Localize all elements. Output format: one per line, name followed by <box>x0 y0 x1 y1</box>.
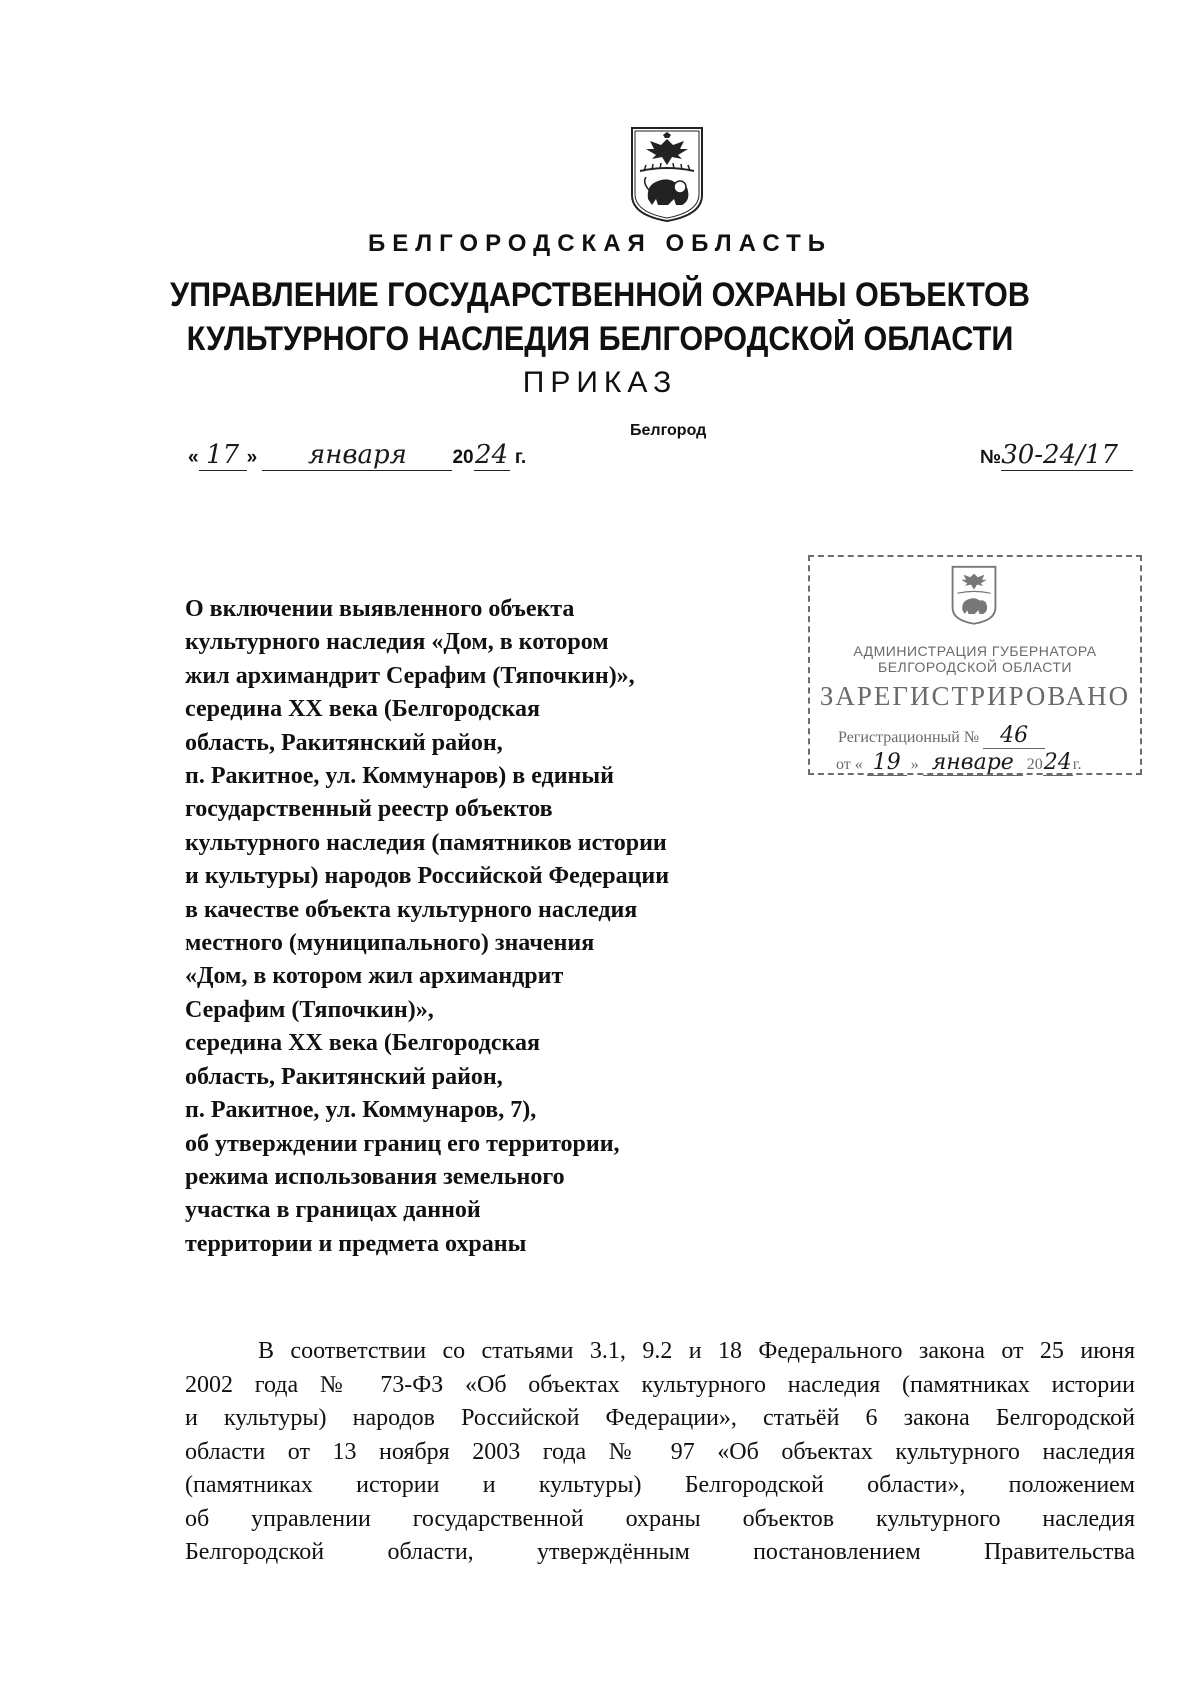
subject-line: «Дом, в котором жил архимандрит <box>185 963 564 990</box>
body-line: области от 13 ноября 2003 года № 97 «Об объектах культурного наследия <box>185 1438 1135 1465</box>
body-line: 2002 года № 73-ФЗ «Об объектах культурного наследия (памятниках истории <box>185 1371 1135 1398</box>
date-month: января <box>308 440 407 470</box>
body-line: об управлении государственной охраны объектов культурного наследия <box>185 1505 1135 1532</box>
stamp-number-label: Регистрационный № <box>838 729 980 746</box>
stamp-title: ЗАРЕГИСТРИРОВАНО <box>819 681 1131 711</box>
date-open-quote: « <box>188 447 199 468</box>
stamp-date-prefix: от « <box>836 756 863 773</box>
subject-line: и культуры) народов Российской Федерации <box>185 863 670 890</box>
order-date <box>188 440 526 471</box>
subject-line: участка в границах данной <box>185 1197 481 1224</box>
body-line: и культуры) народов Российской Федерации», статьёй 6 закона Белгородской <box>185 1405 1135 1431</box>
date-year-suffix: 24 <box>475 440 509 470</box>
subject-line: режима использования земельного <box>185 1163 565 1190</box>
subject-line: культурного наследия «Дом, в котором <box>185 629 609 656</box>
stamp-organization <box>810 643 1140 675</box>
subject-line: культурного наследия (памятников истории <box>185 829 667 856</box>
coat-of-arms-emblem <box>628 125 706 223</box>
document-type: ПРИКАЗ <box>522 366 678 399</box>
registration-stamp <box>808 555 1142 775</box>
number-prefix: № <box>980 447 1002 468</box>
stamp-date-close-quote: » <box>910 756 919 773</box>
date-year-mark: г. <box>514 447 527 468</box>
agency-name <box>60 273 1140 361</box>
subject-line: середина XX века (Белгородская <box>185 696 540 723</box>
date-close-quote: » <box>246 447 258 468</box>
subject-line: п. Ракитное, ул. Коммунаров, 7), <box>185 1097 537 1124</box>
agency-name-line: КУЛЬТУРНОГО НАСЛЕДИЯ БЕЛГОРОДСКОЙ ОБЛАСТИ <box>186 320 1014 358</box>
number-value: 30-24/17 <box>1001 440 1118 470</box>
stamp-org-line: БЕЛГОРОДСКОЙ ОБЛАСТИ <box>878 659 1072 675</box>
stamp-date-day: 19 <box>872 750 901 775</box>
city-name: Белгород <box>630 422 707 439</box>
subject-line: местного (муниципального) значения <box>185 930 595 957</box>
subject-line: Серафим (Тяпочкин)», <box>185 996 434 1023</box>
stamp-org-line: АДМИНИСТРАЦИЯ ГУБЕРНАТОРА <box>853 643 1097 659</box>
body-line: В соответствии со статьями 3.1, 9.2 и 18 Федерального закона от 25 июня <box>258 1338 1135 1364</box>
stamp-date-year-mark: г. <box>1072 756 1082 773</box>
stamp-emblem <box>950 565 998 625</box>
stamp-registration-number <box>838 723 1045 749</box>
belgorod-coat-of-arms-icon <box>628 125 706 223</box>
subject-line: п. Ракитное, ул. Коммунаров) в единый <box>185 763 614 790</box>
body-line: Белгородской области, утверждённым постановлением Правительства <box>185 1539 1135 1565</box>
stamp-date <box>836 750 1082 776</box>
stamp-coat-of-arms-icon <box>950 565 998 625</box>
body-line: (памятниках истории и культуры) Белгородской области», положением <box>185 1472 1135 1498</box>
subject-line: об утверждении границ его территории, <box>185 1130 620 1157</box>
stamp-date-year-prefix: 20 <box>1026 756 1043 773</box>
stamp-date-month: январе <box>931 750 1014 775</box>
subject-line: жил архимандрит Серафим (Тяпочкин)», <box>185 662 635 689</box>
subject-line: территории и предмета охраны <box>185 1230 527 1257</box>
subject-line: область, Ракитянский район, <box>185 729 503 756</box>
agency-name-line: УПРАВЛЕНИЕ ГОСУДАРСТВЕННОЙ ОХРАНЫ ОБЪЕКТОВ <box>170 276 1030 314</box>
subject-line: область, Ракитянский район, <box>185 1063 503 1090</box>
order-subject <box>185 593 669 1261</box>
region-name: БЕЛГОРОДСКАЯ ОБЛАСТЬ <box>368 230 832 257</box>
stamp-date-year-suffix: 24 <box>1043 750 1072 775</box>
date-year-prefix: 20 <box>452 447 474 468</box>
subject-line: О включении выявленного объекта <box>185 596 575 622</box>
order-number <box>980 440 1133 471</box>
subject-line: середина XX века (Белгородская <box>185 1030 540 1057</box>
order-body-paragraph <box>185 1335 1135 1570</box>
stamp-number-value: 46 <box>1000 723 1029 748</box>
date-day: 17 <box>206 440 240 470</box>
subject-line: государственный реестр объектов <box>185 796 553 823</box>
subject-line: в качестве объекта культурного наследия <box>185 896 638 923</box>
